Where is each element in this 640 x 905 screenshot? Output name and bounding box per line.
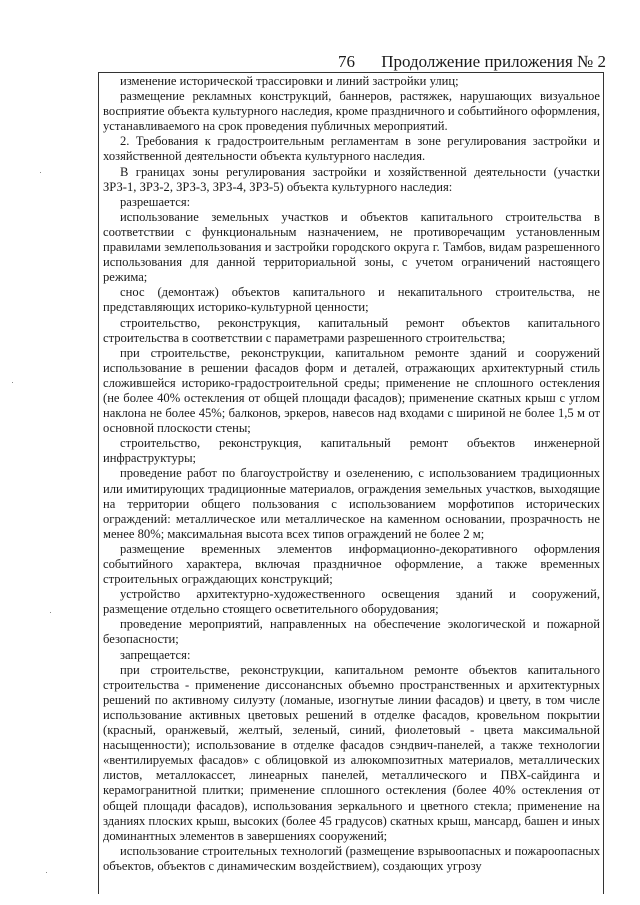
- paragraph: проведение мероприятий, направленных на обеспечение экологической и пожарной безопасности;: [103, 617, 600, 647]
- paragraph: размещение рекламных конструкций, баннеров, растяжек, нарушающих визуальное восприятие объекта культурного наследия, кроме праздничного и событийного оформления, устанавливаемого на срок проведения публичных мероприятий.: [103, 89, 601, 134]
- paragraph: при строительстве, реконструкции, капитальном ремонте объектов капитального строительства - применение диссонансных объемно пространственных и архитектурных решений по активному силуэту (ломаные, изогнутые линии фасадов) и цвету, в том числе использование активных цветовых решений в отделке фасадов, кровельном покрытии (красный, оранжевый, желтый, зеленый, синий, фиолетовый - цвета максимальной насыщенности); использование в отделке фасадов сэндвич-панелей, а также технологии «вентилируемых фасадов» с облицовкой из алюкомпозитных материалов, металлических листов, металлокассет, линеарных панелей, металлического и ПВХ-сайдинга и керамогранитной плитки; применение сплошного остекления (более 40% остекления от общей площади фасадов), использования зеркального и цветного стекла; применение на зданиях плоских крыш, высоких (более 45 градусов) скатных крыш, мансард, башен и иных доминантных элементов в завершениях сооружений;: [103, 662, 600, 843]
- paragraph: строительство, реконструкция, капитальный ремонт объектов капитального строительства в соответствии с параметрами разрешенного строительства;: [103, 315, 600, 345]
- paragraph: разрешается:: [120, 194, 191, 209]
- paragraph: 2. Требования к градостроительным регламентам в зоне регулирования застройки и хозяйственной деятельности объекта культурного наследия.: [103, 134, 600, 164]
- paragraph: использование земельных участков и объектов капитального строительства в соответствии с функциональным назначением, не противоречащим установленным правилами землепользования и застройки городского округа г. Тамбов, видам разрешенного использования для данной территориальной зоны, с учетом ограничений настоящего режима;: [103, 209, 600, 285]
- document-body: [103, 74, 600, 874]
- paragraph: изменение исторической трассировки и линий застройки улиц;: [120, 74, 459, 88]
- paragraph: строительство, реконструкция, капитальный ремонт объектов инженерной инфраструктуры;: [103, 436, 600, 466]
- page-header: [0, 52, 640, 74]
- page-number: 76: [338, 52, 355, 71]
- scan-speck: [50, 612, 51, 613]
- paragraph: размещение временных элементов информационно-декоративного оформления событийного характера, включая праздничное оформление, а также временных строительных ограждающих конструкций;: [103, 541, 600, 587]
- appendix-title: Продолжение приложения № 2: [381, 52, 606, 71]
- scan-speck: [12, 382, 13, 383]
- paragraph: устройство архитектурно-художественного освещения зданий и сооружений, размещение отдельно стоящего осветительного оборудования;: [103, 587, 600, 617]
- scan-speck: [40, 172, 41, 173]
- paragraph: использование строительных технологий (размещение взрывоопасных и пожароопасных объектов, объектов с динамическим воздействием), создающих угрозу: [103, 843, 600, 873]
- paragraph: при строительстве, реконструкции, капитальном ремонте зданий и сооружений использование в решении фасадов форм и деталей, отражающих архитектурный стиль сложившейся историко-градостроительной среды; применение не сплошного остекления (не более 40% остекления от общей площади фасадов); применение скатных крыш с углом наклона не более 45%; балконов, эркеров, навесов над входами с шириной не более 1,5 м от основной плоскости стены;: [103, 345, 600, 436]
- paragraph: запрещается:: [120, 647, 191, 662]
- paragraph: проведение работ по благоустройству и озеленению, с использованием традиционных или имитирующих традиционные материалов, ограждения земельных участков, выходящие на территории общего пользования с использованием морфотипов исторических ограждений: металлическое или металлическое на каменном основании, прозрачность не менее 80%; максимальная высота всех типов ограждений не более 2 м;: [103, 466, 600, 541]
- paragraph: снос (демонтаж) объектов капитального и некапитального строительства, не представляющих историко-культурной ценности;: [103, 285, 600, 315]
- paragraph: В границах зоны регулирования застройки и хозяйственной деятельности (участки ЗРЗ-1, ЗРЗ-2, ЗРЗ-3, ЗРЗ-4, ЗРЗ-5) объекта культурного наследия:: [103, 164, 600, 194]
- scan-speck: [46, 872, 47, 873]
